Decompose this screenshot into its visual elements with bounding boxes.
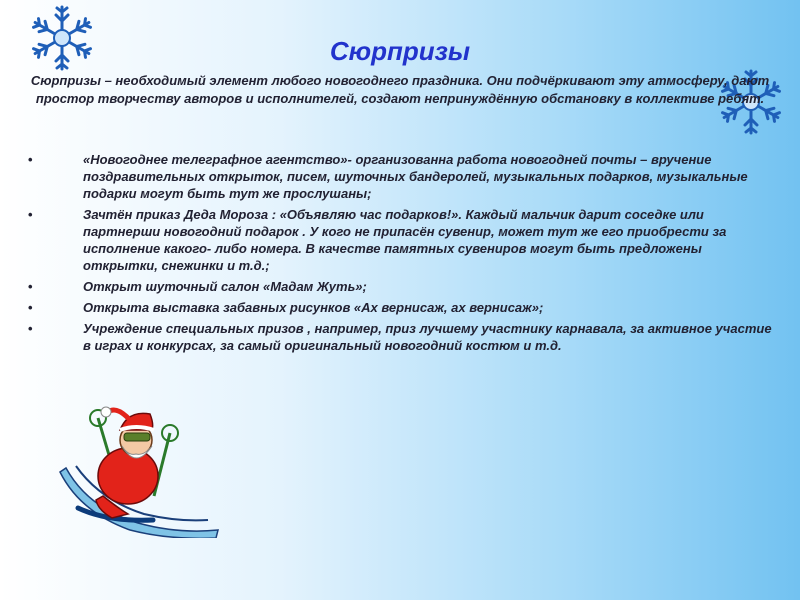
bullet: • [28,279,33,294]
list-item-text: «Новогоднее телеграфное агентство»- организованна работа новогодней почты – вручение поздравительных открыток, писем, шуточных бандеролей, музыкальных подарков, музыкальные подарки могут быть тут же прослушаны; [83,152,748,201]
skiing-santa-clipart [58,388,228,538]
list-item-text: Зачтён приказ Деда Мороза : «Объявляю час подарков!». Каждый мальчик дарит соседке или партнерши новогодний подарок . У кого не припасён сувенир, может тут же его приобрести за исполнение какого- либо номера. В качестве памятных сувениров могут быть предложены открытки, снежинки и т.д.; [83,207,727,273]
surprise-list [28,151,780,358]
bullet: • [28,300,33,315]
list-item [28,278,780,295]
list-item-text: Открыт шуточный салон «Мадам Жуть»; [83,279,367,294]
bullet: • [28,207,33,222]
intro-paragraph: Сюрпризы – необходимый элемент любого новогоднего праздника. Они подчёркивают эту атмосферу, дают простор творчеству авторов и исполнителей, создают непринуждённую обстановку в коллективе ребят. [30,73,770,106]
list-item-text: Открыта выставка забавных рисунков «Ах вернисаж, ах вернисаж»; [83,300,544,315]
bullet: • [28,321,33,336]
list-item [28,151,780,202]
list-item [28,206,780,274]
list-item-text: Учреждение специальных призов , например, приз лучшему участнику карнавала, за активное участие в играх и конкурсах, за самый оригинальный новогодний костюм и т.д. [83,321,772,353]
slide-title: Сюрпризы [329,36,471,66]
list-item [28,320,780,354]
bullet: • [28,152,33,167]
list-item [28,299,780,316]
